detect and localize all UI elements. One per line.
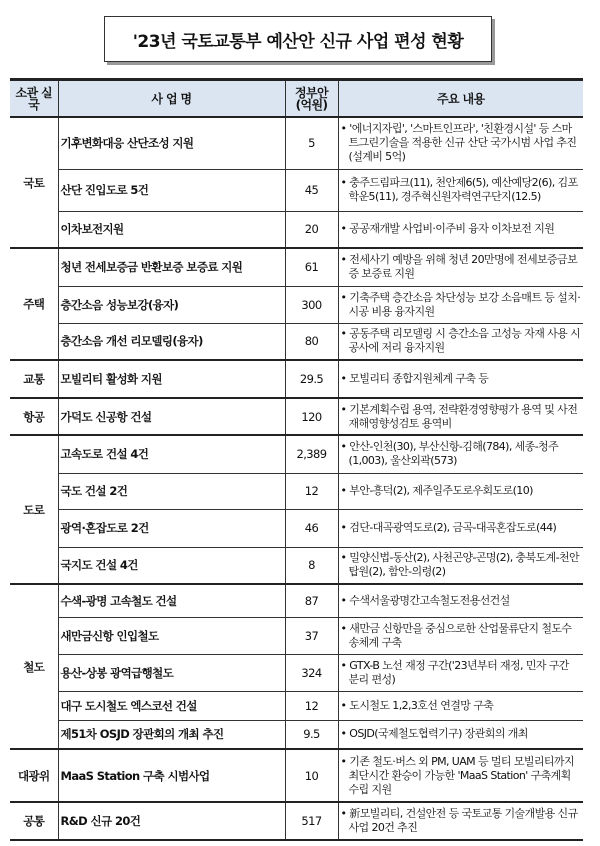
project-name: 국지도 건설 4건 — [58, 547, 285, 584]
table-row — [10, 584, 583, 617]
table-row — [10, 802, 583, 840]
project-description: • OSJD(국제철도협력기구) 장관회의 개최 — [338, 720, 583, 749]
project-description: • 기본계획수립 용역, 전략환경영향평가 용역 및 사전재해영향성검토 용역비 — [338, 398, 583, 435]
table-row — [10, 691, 583, 720]
table-row — [10, 323, 583, 360]
budget-amount: 10 — [285, 749, 338, 802]
header-name: 사 업 명 — [58, 80, 285, 118]
budget-amount: 37 — [285, 617, 338, 654]
project-name: MaaS Station 구축 시범사업 — [58, 749, 285, 802]
table-header-row — [10, 80, 583, 118]
budget-amount: 46 — [285, 509, 338, 547]
budget-amount: 8 — [285, 547, 338, 584]
project-description: • 공동주택 리모델링 시 층간소음 고성능 자재 사용 시공사에 저리 융자지원 — [338, 323, 583, 360]
dept-cell: 철도 — [10, 584, 58, 749]
project-name: 청년 전세보증금 반환보증 보증료 지원 — [58, 248, 285, 286]
project-description: • 도시철도 1,2,3호선 연결망 구축 — [338, 691, 583, 720]
project-description: • GTX-B 노선 재정 구간('23년부터 재정, 민자 구간 분리 편성) — [338, 654, 583, 691]
project-name: 층간소음 개선 리모델링(융자) — [58, 323, 285, 360]
header-amount: 정부안 (억원) — [285, 80, 338, 118]
dept-cell: 교통 — [10, 360, 58, 398]
dept-cell: 국토 — [10, 117, 58, 248]
header-dept: 소관 실국 — [10, 80, 58, 118]
project-name: 용산-상봉 광역급행철도 — [58, 654, 285, 691]
table-row — [10, 617, 583, 654]
budget-amount: 12 — [285, 473, 338, 509]
project-name: 대구 도시철도 엑스코선 건설 — [58, 691, 285, 720]
budget-amount: 87 — [285, 584, 338, 617]
table-row — [10, 169, 583, 211]
project-name: 가덕도 신공항 건설 — [58, 398, 285, 435]
budget-amount: 45 — [285, 169, 338, 211]
dept-cell: 대광위 — [10, 749, 58, 802]
table-row — [10, 654, 583, 691]
budget-amount: 324 — [285, 654, 338, 691]
project-name: 수색-광명 고속철도 건설 — [58, 584, 285, 617]
project-name: 산단 진입도로 5건 — [58, 169, 285, 211]
project-description: • 기축주택 층간소음 차단성능 보강 소음매트 등 설치·시공 비용 융자지원 — [338, 286, 583, 323]
project-description: • 수색서울광명간고속철도전용선건설 — [338, 584, 583, 617]
budget-amount: 20 — [285, 211, 338, 248]
budget-amount: 12 — [285, 691, 338, 720]
budget-amount: 120 — [285, 398, 338, 435]
budget-amount: 5 — [285, 117, 338, 169]
dept-cell: 도로 — [10, 435, 58, 584]
project-name: 모빌리티 활성화 지원 — [58, 360, 285, 398]
dept-cell: 주택 — [10, 248, 58, 360]
project-name: 이차보전지원 — [58, 211, 285, 248]
header-desc: 주요 내용 — [338, 80, 583, 118]
dept-cell: 항공 — [10, 398, 58, 435]
project-name: R&D 신규 20건 — [58, 802, 285, 840]
project-description: • 밀양신법-동산(2), 사천곤양-곤명(2), 충북도계-천안탑원(2), 함안-의령(2) — [338, 547, 583, 584]
budget-amount: 61 — [285, 248, 338, 286]
table-row — [10, 360, 583, 398]
table-row — [10, 398, 583, 435]
table-row — [10, 509, 583, 547]
page-title: '23년 국토교통부 예산안 신규 사업 편성 현황 — [104, 16, 492, 62]
budget-amount: 9.5 — [285, 720, 338, 749]
table-row — [10, 211, 583, 248]
project-description: • 모빌리티 종합지원체계 구축 등 — [338, 360, 583, 398]
budget-amount: 300 — [285, 286, 338, 323]
table-body — [10, 117, 583, 840]
project-name: 층간소음 성능보강(융자) — [58, 286, 285, 323]
project-description: • 충주드림파크(11), 천안제6(5), 예산예당2(6), 김포학운5(11), 경주혁신원자력연구단지(12.5) — [338, 169, 583, 211]
budget-amount: 80 — [285, 323, 338, 360]
project-name: 국도 건설 2건 — [58, 473, 285, 509]
project-name: 기후변화대응 산단조성 지원 — [58, 117, 285, 169]
project-description: • 전세사기 예방을 위해 청년 20만명에 전세보증금보증 보증료 지원 — [338, 248, 583, 286]
table-row — [10, 547, 583, 584]
table-row — [10, 435, 583, 473]
project-name: 고속도로 건설 4건 — [58, 435, 285, 473]
project-description: • '에너지자립', '스마트인프라', '친환경시설' 등 스마트그린기술을 적용한 신규 산단 국가시범 사업 추진(설계비 5억) — [338, 117, 583, 169]
table-row — [10, 248, 583, 286]
table-row — [10, 473, 583, 509]
project-name: 광역·혼잡도로 2건 — [58, 509, 285, 547]
project-description: • 안산-인천(30), 부산신항-김해(784), 세종-청주(1,003), 울산외곽(573) — [338, 435, 583, 473]
project-description: • 새만금 신항만을 중심으로한 산업물류단지 철도수송체계 구축 — [338, 617, 583, 654]
project-description: • 기존 철도·버스 외 PM, UAM 등 멀티 모빌리티까지 최단시간 환승이 가능한 'MaaS Station' 구축계획 수립 지원 — [338, 749, 583, 802]
project-description: • 부안-흥덕(2), 제주일주도로우회도로(10) — [338, 473, 583, 509]
project-description: • 新모빌리티, 건설안전 등 국토교통 기술개발용 신규사업 20건 추진 — [338, 802, 583, 840]
budget-amount: 2,389 — [285, 435, 338, 473]
project-name: 제51차 OSJD 장관회의 개최 추진 — [58, 720, 285, 749]
project-name: 새만금신항 인입철도 — [58, 617, 285, 654]
dept-cell: 공통 — [10, 802, 58, 840]
project-description: • 공공재개발 사업비·이주비 융자 이차보전 지원 — [338, 211, 583, 248]
budget-amount: 29.5 — [285, 360, 338, 398]
table-row — [10, 286, 583, 323]
table-row — [10, 749, 583, 802]
budget-table — [10, 78, 583, 841]
table-row — [10, 117, 583, 169]
budget-amount: 517 — [285, 802, 338, 840]
project-description: • 검단-대곡광역도로(2), 금곡-대곡혼잡도로(44) — [338, 509, 583, 547]
table-row — [10, 720, 583, 749]
